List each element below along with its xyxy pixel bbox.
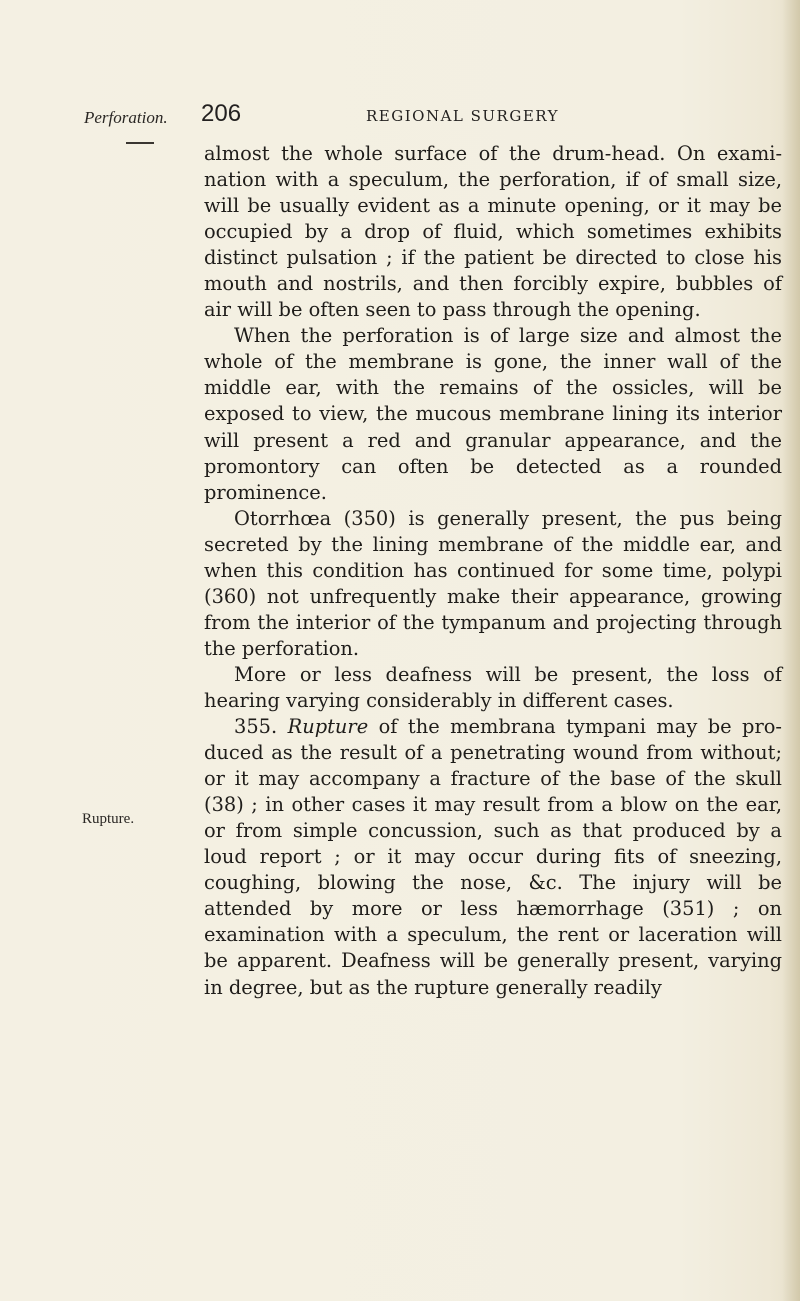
paragraph-5-text: of the membrana tympani may be produced as the result of a penetrating wound from without; or it may accompany a fracture of the base of the skull (38) ; in other cases it may result from a blow on the ear, or from simple concussion, such as that produced by a loud report ; or it may occur during fits of sneezing, coughing, blowing the nose, &c. The injury will be attended by more or less hæmorrhage (351) ; on examination with a speculum, the rent or laceration will be apparent. Deafness will be generally present, varying in degree, but as the rupture generally readily — [204, 715, 782, 999]
body-text — [204, 141, 782, 1001]
margin-note-perforation: Perforation. — [84, 108, 168, 127]
paragraph-1: almost the whole surface of the drum-head. On examination with a speculum, the perforation, if of small size, will be usually evident as a minute opening, or it may be occupied by a drop of fluid, which sometimes exhibits distinct pulsation ; if the patient be directed to close his mouth and nostrils, and then forcibly expire, bubbles of air will be often seen to pass through the opening. — [204, 142, 782, 322]
section-title: Rupture — [287, 715, 369, 739]
paragraph-4: More or less deafness will be present, the loss of hearing varying considerably in different cases. — [204, 662, 782, 712]
margin-rule — [126, 142, 154, 144]
margin-note-rupture: Rupture. — [82, 811, 135, 827]
page-edge-shadow — [782, 0, 800, 1301]
section-number: 355. — [234, 715, 278, 739]
page-number: 206 — [201, 100, 242, 127]
paragraph-5 — [204, 714, 782, 1001]
running-head: REGIONAL SURGERY — [366, 107, 560, 125]
paragraph-3: Otorrhœa (350) is generally present, the pus being secreted by the lining membrane of the middle ear, and when this condition has continued for some time, polypi (360) not unfrequently make their appearance, growing from the interior of the tympanum and projecting through the perforation. — [204, 506, 782, 660]
paragraph-2: When the perforation is of large size and almost the whole of the membrane is gone, the inner wall of the middle ear, with the remains of the ossicles, will be exposed to view, the mucous membrane lining its interior will present a red and granular appearance, and the promontory can often be detected as a rounded prominence. — [204, 324, 782, 504]
